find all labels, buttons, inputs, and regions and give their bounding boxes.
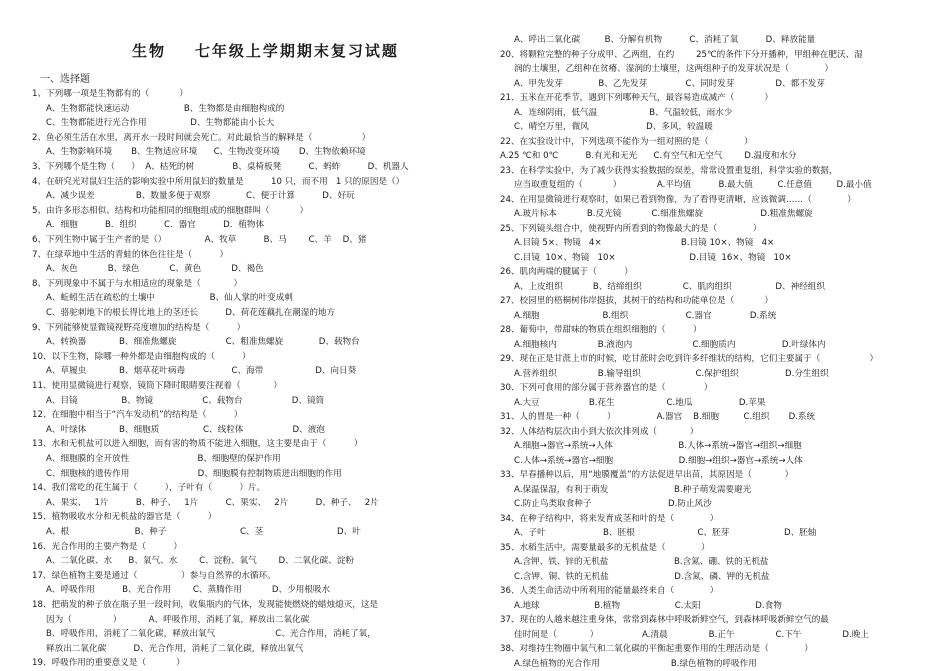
question-line: 19、呼吸作用的重要意义是（ ） bbox=[32, 658, 185, 669]
question-line: 22、在实验设计中，下列选项不能作为一组对照的是（ ） bbox=[500, 136, 753, 147]
question-line: 21、玉米在开花季节，遇到下列哪种天气，最容易造成减产（ ） bbox=[500, 93, 774, 103]
question-line: 3、下列哪个是生物（ ） A、枯死的树 B、桌椅板凳 C、蚂蚱 D、机器人 bbox=[32, 162, 409, 172]
question-line: 16、光合作用的主要产物是（ ） bbox=[32, 541, 182, 552]
answer-options-line: A.细胞 B.组织 C.器官 D.系统 bbox=[514, 310, 777, 321]
answer-options-line: 释放出二氧化碳 D、光合作用，消耗了二氧化碳，释放出氧气 bbox=[46, 643, 304, 654]
question-line: 24、在用显微镜进行观察时，如果已看到物像，为了看得更清晰，应该微调……（ ） bbox=[500, 194, 856, 205]
answer-options-line: C.防止鸟类取食种子 D.防止风沙 bbox=[514, 499, 712, 509]
answer-options-line: A.营养组织 B.输导组织 C.保护组织 D.分生组织 bbox=[514, 368, 829, 379]
answer-options-line: B、呼吸作用，消耗了二氧化碳，释放出氧气 C、光合作用，消耗了氧， bbox=[46, 629, 376, 640]
answer-options-line: A、二氧化碳、水 B、氧气、水 C、淀粉、氧气 D、二氧化碳、淀粉 bbox=[46, 556, 354, 567]
question-line: 8、下列现象中不属于与水相适应的现象是（ ） bbox=[32, 278, 243, 289]
answer-options-line: A、呼出二氧化碳 B、分解有机物 C、消耗了氧 D、释放能量 bbox=[514, 35, 816, 45]
question-line: 1、下列哪一项是生物都有的（ ） bbox=[32, 89, 188, 99]
answer-options-line: A、细胞膜的全开放性 B、细胞壁的保护作用 bbox=[46, 454, 281, 464]
answer-options-line: A、上皮组织 B、结缔组织 C、肌肉组织 D、神经组织 bbox=[514, 281, 825, 292]
answer-options-line: A、子叶 B、胚根 C、胚芽 D、胚轴 bbox=[514, 528, 817, 538]
answer-options-line: C、细胞核的遗传作用 D、细胞膜有控制物质进出细胞的作用 bbox=[46, 468, 342, 479]
answer-options-line: A、果实、 1片 B、种子、 1片 C、果实、 2片 D、种子、 2片 bbox=[46, 497, 379, 508]
answer-options-line: A、甲先发芽 B、乙先发芽 C、同时发芽 D、都不发芽 bbox=[514, 78, 825, 89]
question-line: 6、下列生物中属于生产者的是（） A、牧草 B、马 C、羊 D、猪 bbox=[32, 235, 367, 245]
answer-options-line: 应当取重复组的（ ） A.平均值 B.最大值 C.任意值 D.最小值 bbox=[514, 180, 872, 190]
answer-options-line: 润的土壤里，乙组种在贫瘠、湿润的土壤里，这两组种子的发芽状况是（ ） bbox=[514, 64, 834, 74]
answer-options-line: A．连绵阴雨，低气温 B、气温较低，雨水少 bbox=[514, 107, 733, 118]
question-line: 13、水和无机盐可以进入细胞，而有害的物质不能进入细胞，这主要是由于（ ） bbox=[32, 439, 363, 450]
question-line: 26、肌肉两端的腱属于（ ） bbox=[500, 267, 633, 277]
question-line: 23、在科学实验中，为了减少获得实验数据的误差，常常设置重复组，科学实验的数据， bbox=[500, 165, 838, 176]
answer-options-line: A、根 B、种子 C、茎 D、叶 bbox=[46, 527, 361, 537]
question-line: 31、人的胃是一种（ ） A.器官 B.细胞 C.组织 D.系统 bbox=[500, 412, 816, 422]
answer-options-line: A.绿色植物的光合作用 B.绿色植物的呼吸作用 bbox=[514, 658, 757, 669]
answer-options-line: A、生物都能快速运动 B、生物都是由细胞构成的 bbox=[46, 103, 285, 114]
question-line: 15、植物吸收水分和无机盐的器官是（ ） bbox=[32, 512, 217, 523]
answer-options-line: 佳时间是（ ） A.清晨 B.正午 C.下午 D.晚上 bbox=[514, 629, 869, 640]
answer-options-line: A.细胞核内 B.液泡内 C.细胞质内 D.叶绿体内 bbox=[514, 339, 826, 350]
answer-options-line: A.地球 B.植物 C.太阳 D.食物 bbox=[514, 600, 782, 611]
answer-options-line: A．细胞 B．组织 C．器官 D．植物体 bbox=[46, 220, 265, 231]
question-line: 32、人体结构层次由小到大依次排列成（ ） bbox=[500, 426, 699, 437]
question-line: 35、水稻生活中，需要量最多的无机盐是（ ） bbox=[500, 542, 710, 553]
question-line: 18、把萌发的种子放在瓶子里一段时间，收集瓶内的气体，发现能使燃烧的蜡烛熄灭，这是 bbox=[32, 600, 379, 610]
question-line: 7、在绿草地中生活的青蛙的体色往往是（ ） bbox=[32, 249, 229, 260]
question-line: 29、现在正是甘蔗上市的时候，吃甘蔗时会吃到许多纤维状的结构，它们主要属于（ ） bbox=[500, 354, 879, 364]
answer-options-line: A、叶绿体 B、细胞质 C、线粒体 D、液泡 bbox=[46, 424, 325, 435]
answer-options-line: A、蚯蚓生活在疏松的土壤中 B、仙人掌的叶变成刺 bbox=[46, 293, 293, 304]
answer-options-line: A、目镜 B、物镜 C、载物台 D、镜筒 bbox=[46, 395, 325, 406]
question-line: 27、校园里的梧桐树伟岸挺拔，其树干的结构和功能单位是（ ） bbox=[500, 296, 774, 306]
answer-options-line: A.目镜 5×、物镜 4× B.目镜 10×、物镜 4× bbox=[514, 238, 775, 248]
question-line: 17、绿色植物主要是通过（ ）参与自然界的水循环。 bbox=[32, 570, 276, 581]
question-line: 25、下列镜头组合中，使视野内所看到的物像最大的是（ ） bbox=[500, 223, 762, 234]
answer-options-line: A、减少误差 B、数量多便于观察 C、便于计算 D、好玩 bbox=[46, 191, 355, 202]
answer-options-line: C.目镜 10×、物镜 10× D.目镜 16×、物镜 10× bbox=[514, 252, 792, 263]
answer-options-line: C、生物都能进行光合作用 D、生物都能由小长大 bbox=[46, 118, 275, 129]
answer-options-line: A.细胞→器官→系统→人体 B.人体→系统→器官→组织→细胞 bbox=[514, 441, 802, 451]
question-line: 38、对维持生物圈中氧气和二氧化碳的平衡起重要作用的生理活动是（ ） bbox=[500, 644, 813, 654]
answer-options-line: A、转换器 B、细准焦螺旋 C、粗准焦螺旋 D、载物台 bbox=[46, 337, 360, 348]
question-line: 30、下列可食用的部分属于营养器官的是（ ） bbox=[500, 383, 713, 393]
question-line: 2、鱼必须生活在水里，离开水一段时间就会死亡。对此最恰当的解释是（ ） bbox=[32, 132, 371, 143]
question-line: 20、将颗粒完整的种子分成甲、乙两组，在约 25℃的条件下分开播种，甲组种在肥沃、湿 bbox=[500, 49, 863, 60]
page-title: 生物 七年级上学期期末复习试题 bbox=[132, 42, 399, 60]
answer-options-line: A.含钾、铁、锌的无机盐 B.含氮、硼、铁的无机盐 bbox=[514, 557, 769, 567]
answer-options-line: A.大豆 B.花生 C.地瓜 D.苹果 bbox=[514, 397, 766, 408]
question-line: 11、使用显微镜进行观察，镜筒下降时眼睛要注视着（ ） bbox=[32, 381, 282, 391]
question-line: 34、在种子结构中，将来发育成茎和叶的是（ ） bbox=[500, 513, 719, 524]
section-heading: 一、选择题 bbox=[40, 74, 90, 85]
question-line: 36、人类生命活动中所利用的能量最终来自（ ） bbox=[500, 586, 719, 596]
answer-options-line: A、草履虫 B、烟草花叶病毒 C、海带 D、向日葵 bbox=[46, 366, 357, 377]
question-line: 10、以下生物，除哪一种外都是由细胞构成的（ ） bbox=[32, 351, 251, 362]
question-line: 9、下列能够使显微镜视野亮度增加的结构是（ ） bbox=[32, 322, 246, 333]
answer-options-line: A.保温保湿，有利于萌发 B.种子萌发需要避光 bbox=[514, 484, 752, 495]
question-line: 33、早春播种以后，用“地膜覆盖”的方法促进早出苗，其原因是（ ） bbox=[500, 470, 794, 480]
question-line: 12、在细胞中相当于“汽车发动机”的结构是（ ） bbox=[32, 410, 243, 421]
answer-options-line: C、晴空万里，微风 D、多风，较温暖 bbox=[514, 122, 713, 132]
question-line: 4、在研究光对鼠妇生活的影响实验中所用鼠妇的数量是 10 只，而不用 1 只的原因是（） bbox=[32, 176, 405, 187]
question-line: 5、由许多形态相似、结构和功能相同的细胞组成的细胞群叫（ ） bbox=[32, 205, 309, 216]
question-line: 28、葡萄中，带甜味的物质在组织细胞的（ ） bbox=[500, 325, 702, 335]
question-line: 14、我们常吃的花生属于（ ），子叶有（ ）片。 bbox=[32, 483, 266, 494]
answer-options-line: C.含钾、铜、铁的无机盐 D.含氮、磷、钾的无机盐 bbox=[514, 571, 770, 582]
question-line: A.25 ℃和 0℃ B.有光和无光 C.有空气和无空气 D.温度和水分 bbox=[500, 151, 797, 161]
answer-options-line: C、骆驼刺地下的根长得比地上的茎还长 D、荷花莲藕扎在潮湿的地方 bbox=[46, 308, 336, 318]
answer-options-line: A、灰色 B、绿色 C、黄色 D、褐色 bbox=[46, 264, 264, 275]
question-line: 37、现在的人越来越注重身体，常常到森林中呼吸新鲜空气，到森林呼吸新鲜空气的最 bbox=[500, 615, 829, 625]
answer-options-line: A、呼吸作用 B、光合作用 C、蒸腾作用 D、少用根吸水 bbox=[46, 585, 331, 596]
answer-options-line: 因为（ ） A、呼吸作用，消耗了氧，释放出二氧化碳 bbox=[46, 614, 310, 625]
answer-options-line: A.玻片标本 B.反光镜 C.细准焦螺旋 D.粗准焦螺旋 bbox=[514, 209, 813, 219]
answer-options-line: C.人体→系统→器官→细胞 D.细胞→组织→器官→系统→人体 bbox=[514, 455, 803, 466]
answer-options-line: A、生物影响环境 B、生物适应环境 C、生物改变环境 D、生物依赖环境 bbox=[46, 147, 366, 158]
